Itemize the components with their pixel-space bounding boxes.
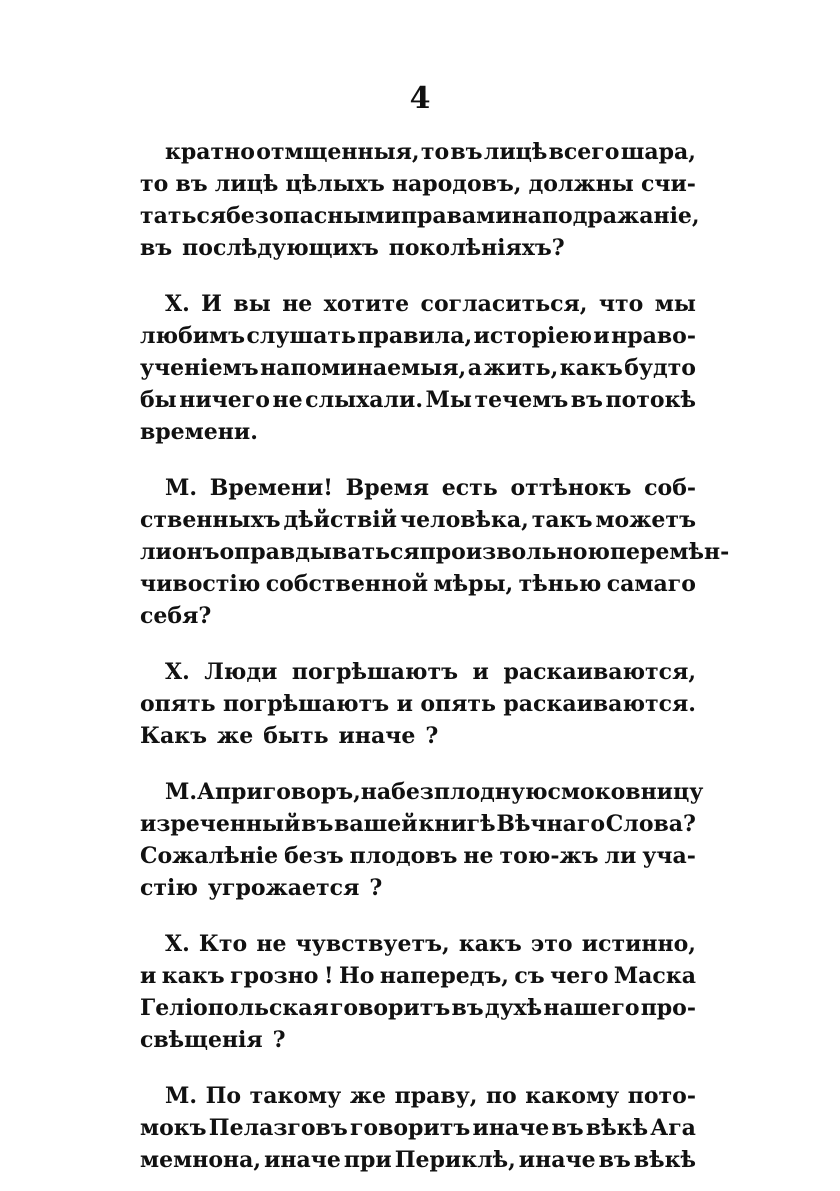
text-line: въ послѣдующихъ поколѣніяхъ? [140,235,565,261]
paragraph [140,1080,696,1176]
text-line: ственныхъ дѣйствій человѣка, такъ можетъ [140,507,696,533]
text-line: Геліопольская говоритъ въ духѣ нашего про- [140,995,696,1021]
paragraph-gap [140,448,696,472]
text-line: М. Времени! Время есть оттѣнокъ соб- [165,475,696,501]
page-number: 4 [409,81,431,116]
body-text [140,136,730,1176]
paragraph [140,928,696,1056]
text-line: таться безопасными правами на подражаніе, [140,203,700,229]
text-line: мокъ Пелазговъ говоритъ иначе въ вѣкѣ Ага [140,1115,696,1141]
text-line: Х. Люди погрѣшаютъ и раскаиваются, [165,659,696,685]
text-line: чивостію собственной мѣры, тѣнью самаго [140,571,696,597]
text-line: Какъ же быть иначе ? [140,723,439,749]
text-line: Сожалѣніе безъ плодовъ не тою-жъ ли уча- [140,843,696,869]
text-line: изреченный въ вашей книгѣ Вѣчнаго Слова? [140,811,696,837]
paragraph-gap [140,752,696,776]
text-line: кратно отмщенныя, то въ лицѣ всего шара, [165,139,696,165]
paragraph [140,288,696,448]
text-line: себя? [140,603,212,629]
text-line: любимъ слушать правила, исторіею и нраво- [140,323,696,349]
paragraph [140,656,696,752]
paragraph-gap [140,632,696,656]
text-line: ученіемъ напоминаемыя, а жить, какъ будто [140,355,696,381]
text-line: М. А приговоръ, на безплодную смоковницу [165,779,704,805]
text-line: мемнона, иначе при Периклѣ, иначе въ вѣкѣ [140,1147,696,1173]
text-line: М. По такому же праву, по какому пото- [165,1083,696,1109]
paragraph [140,136,700,264]
text-line: времени. [140,419,258,445]
text-line: опять погрѣшаютъ и опять раскаиваются. [140,691,696,717]
text-line: Х. Кто не чувствуетъ, какъ это истинно, [165,931,696,957]
text-line: и какъ грозно ! Но напередъ, съ чего Маска [140,963,696,989]
paragraph [140,776,704,904]
paragraph-gap [140,904,696,928]
paragraph-gap [140,264,696,288]
text-line: стію угрожается ? [140,875,383,901]
text-line: бы ничего не слыхали. Мы течемъ въ потокѣ [140,387,696,413]
paragraph [140,472,730,632]
text-line: то въ лицѣ цѣлыхъ народовъ, должны счи- [140,171,696,197]
text-line: Х. И вы не хотите согласиться, что мы [165,291,696,317]
text-line: свѣщенія ? [140,1027,286,1053]
text-line: ли онъ оправдываться произвольною перемѣн- [140,539,730,565]
paragraph-gap [140,1056,696,1080]
